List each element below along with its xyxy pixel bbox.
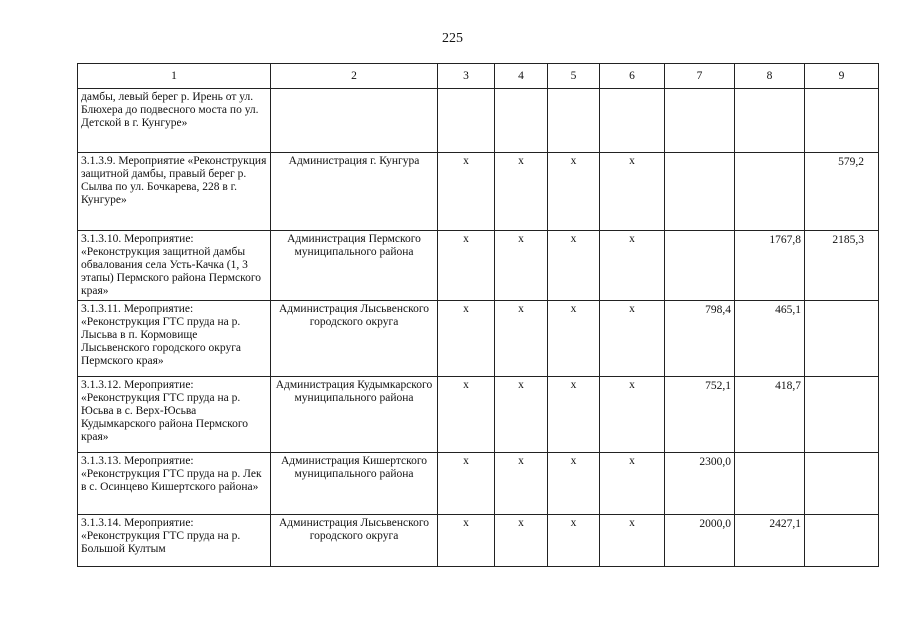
table-row — [78, 301, 879, 377]
cell-col-4: х — [495, 153, 548, 231]
cell-col-9 — [805, 515, 879, 567]
header-col-9: 9 — [805, 64, 879, 89]
cell-col-7: 752,1 — [665, 377, 735, 453]
header-row — [78, 64, 879, 89]
cell-col-9 — [805, 301, 879, 377]
cell-col-5: х — [548, 301, 600, 377]
measure-name: 3.1.3.10. Мероприятие: «Реконструкция защитной дамбы обвалования села Усть-Качка (1, 3 этапы) Пермского района Пермского края» — [78, 231, 271, 301]
responsible: Администрация г. Кунгура — [271, 153, 438, 231]
measure-name: 3.1.3.13. Мероприятие: «Реконструкция ГТС пруда на р. Лек в с. Осинцево Кишертского района» — [78, 453, 271, 515]
cell-col-8 — [735, 153, 805, 231]
cell-col-5: х — [548, 515, 600, 567]
responsible: Администрация Лысьвенского городского округа — [271, 515, 438, 567]
measure-name: 3.1.3.14. Мероприятие: «Реконструкция ГТС пруда на р. Большой Култым — [78, 515, 271, 567]
cell-col-6: х — [600, 153, 665, 231]
table-row — [78, 153, 879, 231]
cell-col-8: 2427,1 — [735, 515, 805, 567]
cell-col-4 — [495, 89, 548, 153]
cell-col-4: х — [495, 453, 548, 515]
cell-col-9 — [805, 89, 879, 153]
responsible: Администрация Кудымкарского муниципального района — [271, 377, 438, 453]
cell-col-6: х — [600, 453, 665, 515]
header-col-3: 3 — [438, 64, 495, 89]
table-row — [78, 89, 879, 153]
cell-col-8: 465,1 — [735, 301, 805, 377]
cell-col-7: 2300,0 — [665, 453, 735, 515]
cell-col-5: х — [548, 231, 600, 301]
table-row — [78, 453, 879, 515]
header-col-2: 2 — [271, 64, 438, 89]
cell-col-9 — [805, 453, 879, 515]
cell-col-5: х — [548, 377, 600, 453]
cell-col-4: х — [495, 231, 548, 301]
cell-col-3: х — [438, 515, 495, 567]
header-col-6: 6 — [600, 64, 665, 89]
cell-col-8: 1767,8 — [735, 231, 805, 301]
cell-col-9 — [805, 377, 879, 453]
cell-col-8 — [735, 453, 805, 515]
header-col-7: 7 — [665, 64, 735, 89]
cell-col-3 — [438, 89, 495, 153]
cell-col-6: х — [600, 301, 665, 377]
cell-col-7 — [665, 153, 735, 231]
cell-col-3: х — [438, 231, 495, 301]
header-col-1: 1 — [78, 64, 271, 89]
page-number: 225 — [442, 31, 463, 46]
cell-col-6: х — [600, 515, 665, 567]
cell-col-7: 798,4 — [665, 301, 735, 377]
measure-name: 3.1.3.9. Мероприятие «Реконструкция защитной дамбы, правый берег р. Сылва по ул. Бочкарева, 228 в г. Кунгуре» — [78, 153, 271, 231]
responsible: Администрация Пермского муниципального района — [271, 231, 438, 301]
cell-col-6: х — [600, 231, 665, 301]
measure-name: 3.1.3.12. Мероприятие: «Реконструкция ГТС пруда на р. Юсьва в с. Верх-Юсьва Кудымкарского района Пермского края» — [78, 377, 271, 453]
measure-name: 3.1.3.11. Мероприятие: «Реконструкция ГТС пруда на р. Лысьва в п. Кормовище Лысьвенского городского округа Пермского края» — [78, 301, 271, 377]
cell-col-7 — [665, 231, 735, 301]
table-row — [78, 515, 879, 567]
cell-col-6 — [600, 89, 665, 153]
cell-col-9: 2185,3 — [805, 231, 879, 301]
table-row — [78, 377, 879, 453]
cell-col-3: х — [438, 301, 495, 377]
table-row — [78, 231, 879, 301]
cell-col-5: х — [548, 153, 600, 231]
cell-col-3: х — [438, 377, 495, 453]
cell-col-5: х — [548, 453, 600, 515]
responsible: Администрация Кишертского муниципального района — [271, 453, 438, 515]
cell-col-3: х — [438, 453, 495, 515]
measure-name: дамбы, левый берег р. Ирень от ул. Блюхера до подвесного моста по ул. Детской в г. Кунгуре» — [78, 89, 271, 153]
cell-col-7 — [665, 89, 735, 153]
header-col-4: 4 — [495, 64, 548, 89]
cell-col-4: х — [495, 301, 548, 377]
cell-col-6: х — [600, 377, 665, 453]
cell-col-5 — [548, 89, 600, 153]
cell-col-4: х — [495, 515, 548, 567]
cell-col-9: 579,2 — [805, 153, 879, 231]
cell-col-7: 2000,0 — [665, 515, 735, 567]
cell-col-8 — [735, 89, 805, 153]
cell-col-4: х — [495, 377, 548, 453]
program-table — [77, 63, 879, 567]
responsible — [271, 89, 438, 153]
header-col-8: 8 — [735, 64, 805, 89]
responsible: Администрация Лысьвенского городского округа — [271, 301, 438, 377]
cell-col-3: х — [438, 153, 495, 231]
header-col-5: 5 — [548, 64, 600, 89]
cell-col-8: 418,7 — [735, 377, 805, 453]
